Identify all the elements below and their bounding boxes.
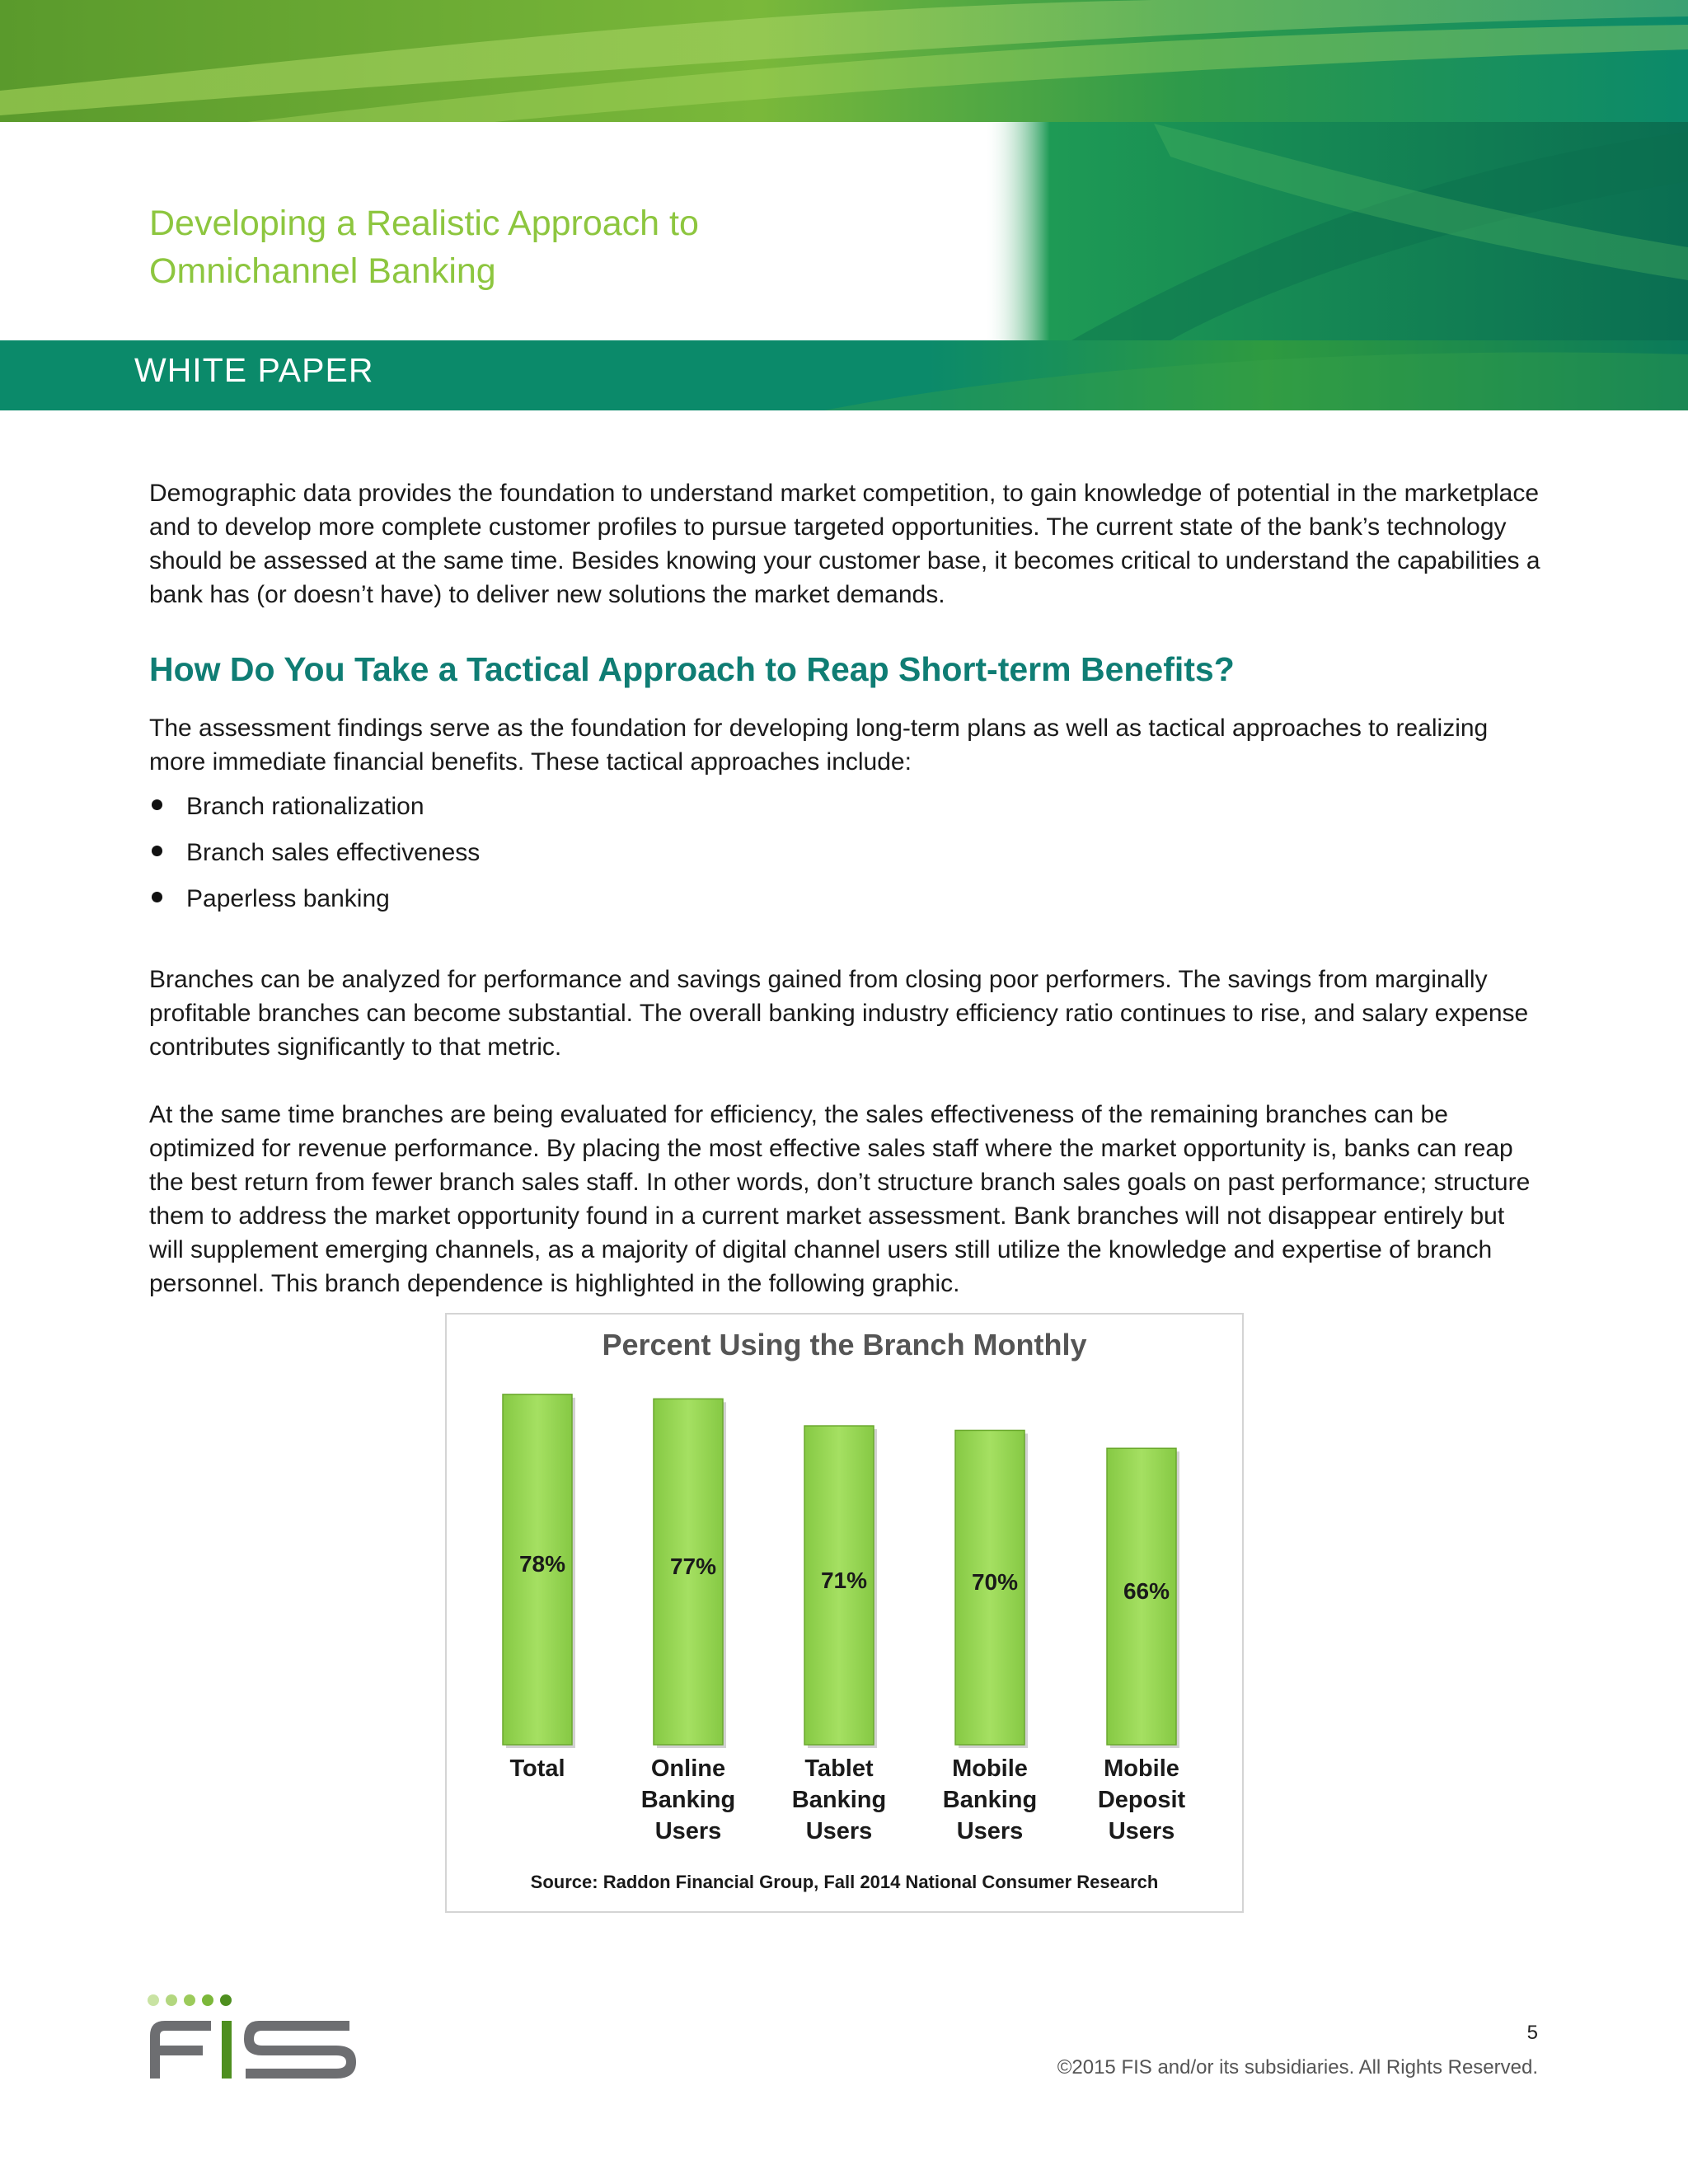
paragraph-branch-analysis: Branches can be analyzed for performance and savings gained from closing poor performers. The savings from marginally profitable branches can become substantial. The overall banking industry efficiency ratio continues to rise, and salary expense contributes significantly to that metric. bbox=[149, 966, 1529, 1061]
category-label-line: Tablet bbox=[804, 1755, 874, 1782]
bar-value-label: 66% bbox=[1123, 1578, 1170, 1605]
branch-usage-chart bbox=[445, 1313, 1244, 1913]
category-label-line: Deposit bbox=[1097, 1787, 1186, 1813]
page-number: 5 bbox=[1526, 2022, 1538, 2044]
category-label bbox=[920, 1753, 1060, 1847]
category-label-line: Banking bbox=[942, 1787, 1038, 1813]
category-label-line: Mobile bbox=[952, 1755, 1028, 1782]
list-item-text: Paperless banking bbox=[186, 885, 390, 912]
category-label-line: Users bbox=[956, 1818, 1024, 1844]
tactical-approaches-list bbox=[149, 790, 480, 928]
category-label-line: Users bbox=[805, 1818, 873, 1844]
list-item bbox=[149, 882, 480, 928]
category-label-line: Mobile bbox=[1104, 1755, 1179, 1782]
bullet-icon bbox=[152, 892, 162, 902]
document-title bbox=[149, 199, 891, 295]
paragraph-demographic-data: Demographic data provides the foundation to understand market competition, to gain knowledge of potential in the marketplace and to develop more complete customer profiles to pursue targeted opportunities. The current state of the bank’s technology should be assessed at the same time. Besides knowing your customer base, it becomes critical to understand the capabilities a bank has (or doesn’t have) to deliver new solutions the market demands. bbox=[149, 480, 1540, 608]
section-heading: How Do You Take a Tactical Approach to Reap Short-term Benefits? bbox=[149, 650, 1235, 688]
paragraph-sales-effectiveness: At the same time branches are being evaluated for efficiency, the sales effectiveness of the remaining branches can be optimized for revenue performance. By placing the most effective sales staff where the market opportunity is, banks can reap the best return from fewer branch sales staff. In other words, don’t structure branch sales goals on past performance; structure them to address the market opportunity found in a current market assessment. Bank branches will not disappear entirely but will supplement emerging channels, as a majority of digital channel users still utilize the knowledge and expertise of branch personnel. This branch dependence is highlighted in the following graphic. bbox=[149, 1101, 1531, 1297]
category-label-line: Total bbox=[509, 1755, 565, 1782]
bar-value-label: 77% bbox=[669, 1554, 717, 1580]
list-item bbox=[149, 836, 480, 882]
category-label bbox=[467, 1753, 607, 1784]
fis-logo bbox=[147, 1993, 361, 2083]
bullet-icon bbox=[152, 846, 162, 856]
document-title-line2: Omnichannel Banking bbox=[149, 251, 496, 291]
chart-source-note: Source: Raddon Financial Group, Fall 2014 National Consumer Research bbox=[530, 1872, 1159, 1892]
bullet-icon bbox=[152, 799, 162, 810]
document-title-line1: Developing a Realistic Approach to bbox=[149, 204, 699, 243]
copyright-notice: ©2015 FIS and/or its subsidiaries. All Rights Reserved. bbox=[1057, 2056, 1538, 2079]
bar-value-label: 78% bbox=[518, 1551, 566, 1577]
list-item bbox=[149, 790, 480, 836]
category-label bbox=[618, 1753, 758, 1847]
bar-value-label: 70% bbox=[971, 1569, 1019, 1596]
category-label bbox=[1071, 1753, 1212, 1847]
document-type-label: WHITE PAPER bbox=[134, 351, 374, 389]
chart-title: Percent Using the Branch Monthly bbox=[602, 1328, 1087, 1361]
paragraph-assessment-findings: The assessment findings serve as the foundation for developing long-term plans as well as tactical approaches to realizing more immediate financial benefits. These tactical approaches include: bbox=[149, 715, 1489, 776]
category-label-line: Banking bbox=[640, 1787, 736, 1813]
bar-value-label: 71% bbox=[820, 1567, 868, 1593]
category-label-line: Online bbox=[650, 1755, 726, 1782]
header-banner bbox=[0, 0, 1688, 412]
category-label bbox=[769, 1753, 909, 1847]
category-label-line: Users bbox=[654, 1818, 722, 1844]
category-label-line: Users bbox=[1108, 1818, 1175, 1844]
category-label-line: Banking bbox=[791, 1787, 887, 1813]
list-item-text: Branch sales effectiveness bbox=[186, 839, 481, 866]
list-item-text: Branch rationalization bbox=[186, 793, 424, 820]
